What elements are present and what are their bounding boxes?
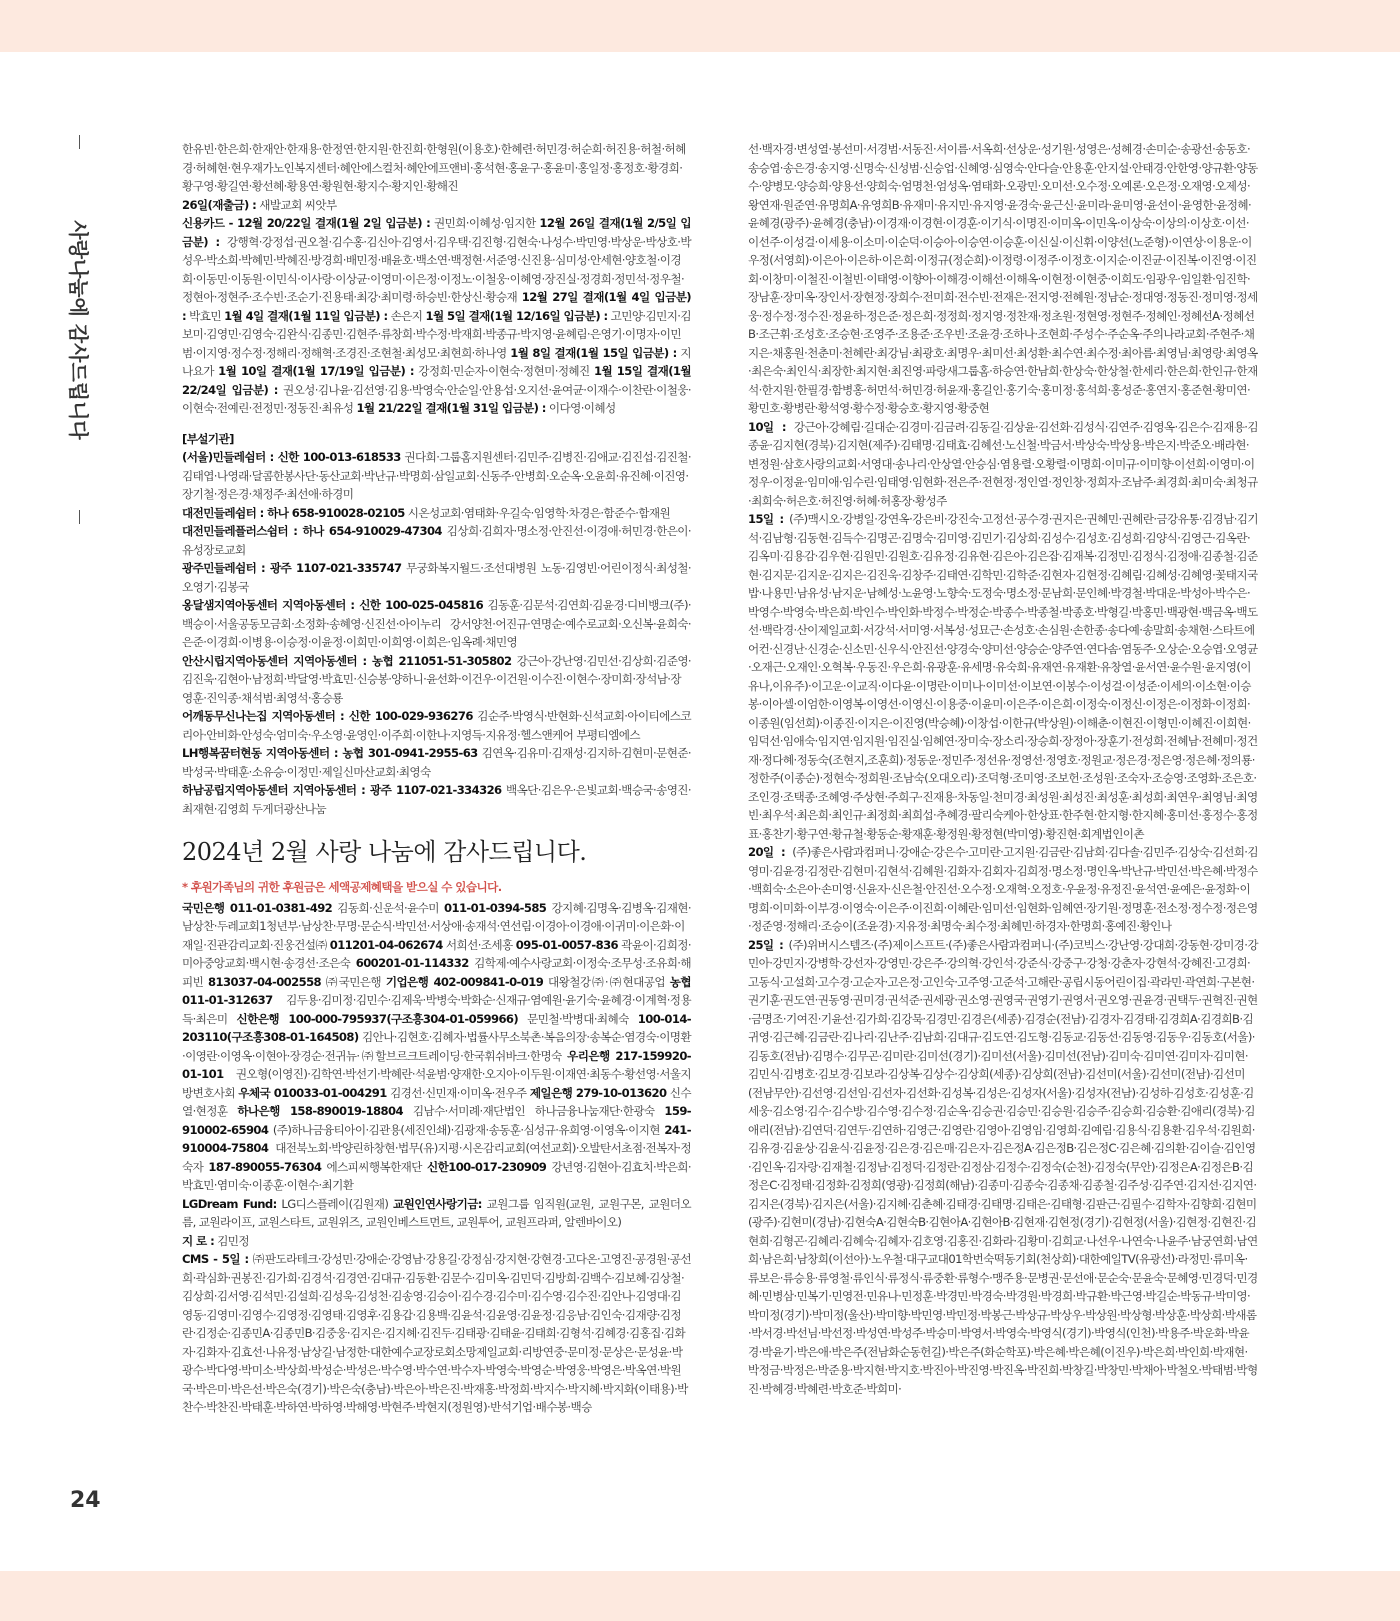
fund-names: 교원그룹 임직원(교원, 교원구몬, 교원더오름, 교원라이프, 교원스타트, 교원위즈, 교원인베스트먼트, 교원투어, 교원프라퍼, 알렌바이오) bbox=[182, 1196, 691, 1229]
entry-names: 강행혁·강정섭·권오철·김수홍·김신아·김영서·김우택·김진형·김현숙·나성수·박민영·박상운·박상호·박성우·박소희·박혜민·박혜진·방경희·배민정·배윤호·백소연·백정현·서준영·신진용·심미성·안세현·양호철·이경희·이동민·이동원·이민식·이사랑·이상균·이영미·이은정·이정노·이철웅·이혜영·장진실·정경희·정민석·정우철·정현아·정현주·조수빈·조순기·진용태·최강·최미령·하승빈·한상신·황승재 bbox=[182, 234, 691, 304]
org-names: 시온성교회·염태화·우길숙·임영학·차경은·함준수·함재원 bbox=[407, 505, 671, 520]
bank-names: 김경선·신민재·이미옥·전우주 bbox=[390, 1085, 527, 1100]
top-band bbox=[0, 0, 1400, 52]
org-entry bbox=[182, 707, 691, 744]
left-column bbox=[182, 140, 691, 1417]
entry-names: 이다영·이혜성 bbox=[548, 401, 616, 415]
day-heading: 15일 : bbox=[748, 512, 784, 526]
org-entry bbox=[182, 652, 691, 708]
entry-heading: 1월 8일 결재(1월 15일 입금분) : bbox=[510, 345, 677, 360]
day-heading: 20일 : bbox=[748, 845, 786, 859]
day-entry bbox=[748, 843, 1258, 936]
entry-names: 강정희·민순자·이현숙·정현미·정혜진 bbox=[418, 364, 590, 378]
bank-names: 김학제·예수사랑교회·이정숙·조무성·조유희·해피빈 bbox=[182, 956, 691, 989]
org-entry bbox=[182, 781, 691, 818]
bank-heading: 095-01-0057-836 bbox=[515, 937, 619, 952]
bank-entries bbox=[182, 899, 691, 1195]
org-names: 무궁화복지월드·조선대병원 노동·김영빈·어린이정식·최성철·오영기·김봉국 bbox=[182, 561, 691, 594]
org-names: 김순주·박영식·반현화·신석교회·아이티에스코리아·안비화·안성숙·엄미숙·우소영·윤영인·이주희·이한나·지영득·지유정·헬스앤케어 부평티엠에스 bbox=[182, 709, 691, 742]
bank-heading: 신한은행 100-000-795937(구조흥304-01-059966) bbox=[236, 1011, 519, 1026]
tax-notice: * 후원가족님의 귀한 후원금은 세액공제혜택을 받으실 수 있습니다. bbox=[182, 880, 502, 894]
entry-names: 고민양·김민지·김보미·김영민·김영숙·김완식·김종민·김현주·류창희·박수정·박재희·박종규·박지영·윤혜림·은영기·이명자·이민범·이지영·정수정·정해리·정해혁·조경진·조현철·최성모·최현희·하나영 bbox=[182, 308, 691, 360]
bank-names: 강지혜·김명옥·김병옥·김재현·남상찬·두레교회1청년부·남상찬·무명·문순식·박민선·서상애·송재석·연선림·이경아·이경애·이귀미·이은화·이재일·진관감리교회·진웅건설㈜ bbox=[182, 900, 691, 952]
bank-heading: 241-910004-75804 bbox=[182, 1122, 691, 1155]
org-heading: 어깨동무신나는집 지역아동센터 : 신한 100-029-936276 bbox=[182, 709, 473, 723]
org-names: 김상희·김희자·명소정·안진선·이경애·허민경·한은이·유성장로교회 bbox=[182, 524, 691, 557]
bank-heading: 011201-04-062674 bbox=[329, 937, 443, 952]
day-names: (주)좋은사람과컴퍼니·강애순·강은수·고미란·고지원·김금란·김남희·김다솔·김민주·김상숙·김선희·김영미·김윤경·김정란·김현미·김현석·김혜원·김화자·김회자·김희정·명소정·명인옥·박난규·박민선·박은혜·박정수·백희숙·소은아·손미영·신윤자·신은철·안진선·오수정·오재혁·오정호·우윤정·유정진·윤석연·윤예은·윤정화·이명희·이미화·이부경·이영숙·이은주·이진희·이혜란·임미선·임현화·임혜연·장기원·정명훈·전소정·정수정·정은영·정준영·정해리·조승이(조윤경)·지유정·최명숙·최수정·최혜민·하경자·한명희·홍예진·황인나 bbox=[748, 845, 1258, 933]
org-heading: 안산시립지역아동센터 지역아동센터 : 농협 211051-51-305802 bbox=[182, 653, 512, 668]
org-entry bbox=[182, 504, 691, 523]
org-entry bbox=[182, 744, 691, 781]
org-entry bbox=[182, 522, 691, 559]
bank-names: 김안나·김현호·김혜자·법률사무소북촌·복음의장·송복순·염경숙·이명환·이영란·이영옥·이현아·장경순·전귀뉴·㈜할브르크트레이딩·한국휘쉬바크·한명숙 bbox=[182, 1030, 691, 1063]
entry-names: 권민희·이혜성·임지한 bbox=[434, 216, 536, 230]
bank-heading: 신한100-017-230909 bbox=[427, 1159, 547, 1174]
bank-heading: 하나은행 158-890019-18804 bbox=[237, 1104, 403, 1118]
entry-heading: 1월 15일 결재(1월 22/24일 입금분) : bbox=[182, 364, 691, 397]
bank-heading: 우체국 010033-01-004291 bbox=[238, 1085, 387, 1100]
bank-heading: 813037-04-002558 bbox=[208, 974, 322, 989]
donor-list: 선·백자경·변성열·봉선미·서경범·서동진·서이름·서옥희·선상운·성기원·성영은·성혜경·손미순·송광선·송동호·송승엽·송은경·송지영·신명숙·신성범·신승업·신혜영·심영숙·안다슬·안용훈·안지설·안태경·안한영·양규환·양동수·양병모·양승희·양용선·양희숙·엄명천·엄성옥·염태화·오광민·오미선·오수정·오예론·오은정·오재영·오제성·왕연재·원준연·유명희A·유영희B·유재미·유지민·유지영·윤경숙·윤근신·윤미라·윤미영·윤선이·윤영한·윤정혜·윤혜경(광주)·윤혜경(충남)·이경재·이경현·이경훈·이기식·이명진·이미옥·이민옥·이상숙·이상의·이상호·이선·이선주·이성걸·이세용·이소미·이순덕·이승아·이승연·이승훈·이신실·이신휘·이양선(노준형)·이연상·이용운·이우정(서영희)·이은아·이은하·이은희·이정규(정순희)·이정령·이정주·이정호·이지순·이진균·이진복·이진영·이진회·이창미·이철진·이철빈·이태영·이향아·이해경·이해선·이해옥·이현정·이현중·이희도·임광우·임일환·임진학·장남훈·장미옥·장인서·장현정·장희수·전미희·전수빈·전재은·전지영·전혜원·정남순·정대영·정동진·정미영·정세웅·정수정·정수진·정윤하·정은준·정은희·정정희·정지영·정찬재·정초원·정현영·정현주·정혜인·정혜선A·정혜선B·조근휘·조성호·조승현·조영주·조용준·조우빈·조윤경·조하나·조현희·주성수·주순옥·주의나라교회·주현주·채지은·채홍원·천춘미·천혜란·최강님·최광호·최명우·최미선·최성환·최수연·최수정·최아름·최영님·최영랑·최영옥·최은숙·최인식·최장한·최지현·최진영·파랑새그룹홈·하승연·한남희·한상숙·한상철·한세리·한은희·한인규·한재석·한지원·한필경·함병홍·허먼석·허민경·허윤재·홍길인·홍기숙·홍미정·홍석희·홍성준·홍연지·홍준현·황미연·황민호·황병란·황석영·황수정·황승호·황지영·황중현 bbox=[748, 142, 1258, 415]
bank-heading: 011-01-0394-585 bbox=[444, 900, 547, 915]
bank-heading: 187-890055-76304 bbox=[208, 1159, 322, 1174]
cms-entry bbox=[182, 1250, 691, 1417]
credit-card-entries bbox=[182, 214, 691, 418]
day-heading: 10일 : bbox=[748, 419, 786, 434]
donor-list: 한유빈·한은희·한재안·한재용·한정연·한지원·한진희·한형원(이용호)·한혜련·허민경·허순희·허진용·허철·허혜경·허혜현·현우재가노인복지센터·혜안에스컬처·혜안에프앤비·홍석현·홍윤구·홍윤미·홍일정·홍정호·황경희·황구영·황길연·황선혜·황용연·황원현·황지수·황지인·황해진 bbox=[182, 142, 686, 193]
entry-heading: 신용카드 - 12월 20/22일 결재(1월 2일 입금분) : bbox=[182, 216, 431, 230]
bank-names: 대왕철강㈜·㈜현대공업 bbox=[548, 974, 665, 989]
entry-names: 권오성·김나윤·김선영·김용·박영숙·안순일·안용섭·오지선·윤여균·이재수·이찬란·이철웅·이현숙·전예린·전정민·정동진·최유성 bbox=[182, 382, 691, 415]
cms-heading: CMS - 5일 : bbox=[182, 1252, 249, 1266]
day-entry bbox=[748, 510, 1258, 843]
org-heading: 대전민들레플러스쉼터 : 하나 654-910029-47304 bbox=[182, 524, 442, 538]
day-heading: 25일 : bbox=[748, 937, 784, 952]
bank-names: 서희선·조세홍 bbox=[445, 937, 513, 952]
org-entry bbox=[182, 559, 691, 596]
org-heading: (서울)민들레쉼터 : 신한 100-013-618533 bbox=[182, 450, 401, 464]
bank-heading: 기업은행 402-009841-0-019 bbox=[385, 974, 544, 989]
bank-heading: 국민은행 011-01-0381-492 bbox=[182, 900, 333, 915]
side-rule-bottom bbox=[79, 510, 80, 524]
bank-names: ㈜국민은행 bbox=[325, 974, 382, 989]
fund-heading: 교원인연사랑기금: bbox=[393, 1196, 482, 1211]
annex-heading: [부설기관] bbox=[182, 431, 234, 446]
giro-heading: 지 로 : bbox=[182, 1233, 215, 1248]
bottom-band bbox=[0, 1571, 1400, 1621]
entry-names: 손은지 bbox=[390, 308, 423, 323]
fund-entry bbox=[182, 1195, 691, 1232]
giro-entry bbox=[182, 1232, 691, 1251]
org-heading: 광주민들레쉼터 : 광주 1107-021-335747 bbox=[182, 561, 402, 575]
bank-heading: 159-910002-65904 bbox=[182, 1104, 692, 1137]
bank-names: 권오형(이영진)·김학연·박선기·박혜란·석윤범·양재한·오지아·이두원·이재연·최동수·황선영·서울지방변호사회 bbox=[182, 1067, 691, 1100]
day-names: (주)맥시오·강병일·강연옥·강은비·강진숙·고정선·공수경·권지은·권혜민·권혜란·금강유통·김경남·김기석·김남형·김동현·김득수·김명곤·김명숙·김미영·김민기·김상희·김성수·김성호·김성희·김양식·김영근·김옥란·김옥미·김용감·김우현·김원민·김원호·김유정·김유현·김은아·김은잡·김재복·김정민·김정식·김정애·김종철·김준현·김지문·김지운·김지은·김진욱·김창주·김태연·김학민·김학준·김현자·김현정·김혜림·김혜성·김혜영·꽃태지국밥·나용민·남유성·남지운·남혜성·노윤영·노향숙·도정숙·명소정·문남희·문인혜·박경철·박대운·박성아·박수은·박영수·박영숙·박은희·박인수·박인화·박정수·박정순·박종수·박종철·박종호·박형길·박홍민·백광현·백금옥·백도선·백락경·산이제일교회·서강석·서미영·서복성·성묘근·손성호·손심원·손한종·송다예·송말희·송채현·스타트에어컨·신경난·신경순·신소민·신우식·안진선·양경숙·양미선·양승순·양주연·연다솜·염동주·오상순·오승엽·오영균·오재근·오재인·오혁복·우동진·우은희·유광훈·유세명·유숙희·유재연·유재환·유창열·윤서연·윤수원·윤지영(이유나,이유주)·이고운·이교직·이다윤·이명란·이미나·이미선·이보연·이봉수·이성걸·이성준·이세의·이소현·이승봉·이아셀·이엄한·이영복·이영선·이영신·이용중·이윤미·이은주·이은희·이정숙·이정신·이정은·이정화·이정희·이종원(임선희)·이종진·이지은·이진영(박승혜)·이창섭·이한규(박상원)·이해춘·이현진·이형민·이혜진·이희현·임덕선·임애숙·임지연·임지원·임진실·임혜연·장미숙·장소리·장승희·장정아·장훈기·전성희·전혜남·전혜미·정건재·정다혜·정동숙(조현지,조훈희)·정동운·정민주·정선유·정영선·정영호·정원교·정은경·정은영·정은혜·정의룡·정한주(이종순)·정현숙·정희원·조남숙(오대오리)·조덕형·조미영·조보헌·조성원·조숙자·조승영·조영화·조은호·조인경·조택종·조혜영·주상현·주희구·진재용·차동일·천미경·최성원·최성진·최성훈·최성희·최연우·최영님·최영빈·최우석·최은희·최인규·최정희·최희섭·추혜경·팔리숙케아·한상표·한주현·한지형·한지혜·홍미선·홍정수·홍정표·홍찬기·황구연·황규철·황동순·황재훈·황정원·황정현(박미영)·황진현·회계법인이촌 bbox=[748, 512, 1258, 841]
org-heading: LH행복꿈터현동 지역아동센터 : 농협 301-0941-2955-63 bbox=[182, 746, 478, 760]
section-title: 사랑나눔에 감사드립니다 bbox=[66, 220, 91, 440]
entry-heading: 26일(재출금) : bbox=[182, 197, 257, 212]
org-heading: 옹달샘지역아동센터 지역아동센터 : 신한 100-025-045816 bbox=[182, 598, 484, 612]
bank-names: 김두용·김미정·김민수·김제욱·박병숙·박화순·신재규·염예원·윤기숙·윤혜경·이계혁·정용득·최은미 bbox=[182, 993, 691, 1026]
side-rule-top bbox=[79, 135, 80, 149]
bank-names: 신수열·현정훈 bbox=[182, 1085, 691, 1118]
bank-names: (주)하나금융티아이·김관용(세진인쇄)·김광재·송동훈·심성규·유희영·이영옥·이지현 bbox=[272, 1122, 660, 1137]
entry-heading: 12월 27일 결재(1월 4일 입금분) : bbox=[182, 290, 692, 323]
org-heading: 대전민들레쉼터 : 하나 658-910028-02105 bbox=[182, 505, 405, 520]
bank-names: 김동희·신운석·윤수미 bbox=[337, 900, 439, 915]
bank-names: 곽윤이·김희정·미아중앙교회·백시현·송경선·조은숙 bbox=[182, 937, 691, 970]
bank-names: 김남수·서미례·재단법인 하나금융나눔재단·한광숙 bbox=[412, 1104, 655, 1118]
day-entry bbox=[748, 418, 1258, 511]
bank-names: 문민철·박병대·최혜숙 bbox=[527, 1011, 629, 1026]
bank-heading: 100-014-203110(구조흥308-01-164508) bbox=[182, 1011, 692, 1044]
entry-heading: 1월 10일 결재(1월 17/19일 입금분) : bbox=[218, 364, 414, 378]
bank-heading: 농협 011-01-312637 bbox=[182, 974, 691, 1007]
bank-heading: 제일은행 279-10-013620 bbox=[529, 1085, 667, 1100]
page-number: 24 bbox=[70, 1488, 101, 1513]
entry-names: 지나요가 bbox=[182, 345, 691, 378]
org-entry bbox=[182, 448, 691, 504]
fund-names: LG디스플레이(김원재) bbox=[281, 1196, 389, 1211]
day-entry bbox=[748, 936, 1258, 1399]
org-names: 백옥단·김은우·은빛교회·백승국·송영진·최재현·김영희 두게더광산나눔 bbox=[182, 783, 691, 816]
org-entry bbox=[182, 596, 691, 652]
entry-heading: 1월 4일 결재(1월 11일 입금분) : bbox=[224, 308, 388, 323]
day-names: 강근아·강혜림·길대순·김경미·김금려·김동길·김상윤·김선화·김성식·김연주·김영옥·김은수·김재용·김종윤·김지현(경북)·김지현(제주)·김태명·김태효·김혜선·노신철·박금서·박상숙·박상용·박은지·박준오·배라현·변정원·삼호사랑의교회·서영대·송나리·안상열·안승심·염용렬·오황렬·이명희·이미규·이미향·이선희·이영미·이정우·이정윤·임미애·임수린·임태영·임현화·전은주·전현정·정인열·정인창·정희자·조남주·최경희·최미숙·최청규·최희숙·허은호·허진영·허혜·허홍장·황성주 bbox=[748, 419, 1258, 508]
org-heading: 하남공립지역아동센터 지역아동센터 : 광주 1107-021-334326 bbox=[182, 783, 502, 797]
giro-names: 김민정 bbox=[217, 1233, 250, 1248]
entry-heading: 1월 21/22일 결재(1월 31일 입금분) : bbox=[356, 401, 546, 415]
cms-names: ㈜판도라테크·강성민·강애순·강영남·강용길·강정심·강지현·강현경·고다온·고영진·공경원·공선희·곽심화·권봉진·김가희·김경석·김경연·김대규·김동환·김문수·김미옥·김민덕·김방희·김백수·김보혜·김상철·김상희·김서영·김석민·김설희·김성욱·김성천·김송영·김승이·김수경·김수미·김수영·김수진·김안나·김영대·김영동·김영미·김영수·김영정·김영태·김영후·김용갑·김용백·김윤석·김윤영·김윤정·김응남·김인숙·김재량·김정란·김정순·김종민A·김종민B·김중웅·김지은·김지혜·김진두·김태광·김태윤·김태희·김형석·김혜경·김홍집·김화자·김화자·김효선·나유정·남상길·남정한·대한예수교장로회소망제일교회·리방연중·문미정·문상은·문성윤·박광수·박다영·박미소·박상희·박성순·박성은·박수영·박수연·박수자·박영숙·박영순·박영웅·박영은·박옥연·박원국·박은미·박은선·박은숙(경기)·박은숙(충남)·박은아·박은진·박재홍·박정희·박지수·박지혜·박지화(이태용)·박찬수·박찬진·박태훈·박하연·박하영·박해영·박현주·박현지(정원영)·반석기업·배수봉·백승 bbox=[182, 1252, 691, 1414]
bank-names: 강년영·김현아·김효치·박은희·박효민·염미숙·이종훈·이현수·최기환 bbox=[182, 1159, 691, 1192]
entry-names: 새발교회 씨앗부 bbox=[259, 197, 337, 212]
entry-names: 박효민 bbox=[189, 308, 221, 323]
org-names: 김동훈·김문석·김연희·김윤경·디비뱅크(주)·백승이·서울공동모금회·소정화·송혜영·신진선·아이누리 강서양천·어진규·연명순·예수로교회·오신복·윤희숙·은준·이경희·이병용·이승정·이윤정·이희민·이희영·이희은·임옥례·채민영 bbox=[182, 598, 691, 649]
entry-heading: 12월 26일 결재(1월 2/5일 입금분) : bbox=[182, 216, 691, 249]
right-column bbox=[748, 140, 1258, 1398]
donor-entry bbox=[182, 196, 691, 215]
bank-names: 대전북노회·박양린하창현·법무(유)지평·시온감리교회(여선교회)·오발탄서초점·전복자·정숙자 bbox=[182, 1141, 691, 1174]
bank-heading: 600201-01-114332 bbox=[355, 956, 469, 970]
side-header bbox=[60, 135, 100, 515]
entry-heading: 1월 5일 결재(1월 12/16일 입금분) : bbox=[425, 308, 608, 323]
month-title: 2024년 2월 사랑 나눔에 감사드립니다. bbox=[182, 838, 587, 866]
org-names: 권다희·그룹홈지원센터·김민주·김병진·김애교·김진섭·김진철·김태엽·나영래·달콤한봉사단·동산교회·박난규·박명희·삼일교회·신동주·안병희·오순옥·오윤희·유진혜·이진영·장기철·정은경·채정주·최선애·하경미 bbox=[182, 450, 691, 501]
fund-heading: LGDream Fund: bbox=[182, 1196, 277, 1211]
org-names: 김연옥·김유미·김재성·김지하·김현미·문현준·박성국·박태훈·소유승·이정민·제일신마산교회·최영숙 bbox=[182, 746, 691, 779]
day-names: (주)위버시스템즈·(주)제이스프트·(주)좋은사람과컴퍼니·(주)코빅스·강난영·강대희·강동현·강미경·강민아·강민지·강병학·강선자·강영민·강은주·강의혁·강인석·강준식·강중구·강청·강춘자·강현석·강혜진·고경희·고동식·고설희·고수경·고순자·고은정·고인숙·고주영·고준석·고해란·공립시동어린이집·곽라민·곽연희·구본현·권기훈·권도연·권동영·권미경·권석준·권세광·권소영·권영국·권영기·권영서·권오영·권윤경·권택두·권혁진·권현·금명조·기여진·기윤선·김가희·김강묵·김경민·김경은(세종)·김경순(전남)·김경자·김경태·김경희A·김경희B·김귀영·김근혜·김금란·김나리·김난주·김남희·김대규·김도연·김도형·김동교·김동선·김동영·김동우·김동호(서울)·김동호(전남)·김명수·김무곤·김미란·김미선(경기)·김미선(서울)·김미선(전남)·김미숙·김미연·김미자·김미현·김민식·김병호·김보경·김보라·김상복·김상수·김상희(세종)·김상희(전남)·김선미(서울)·김선미(전남)·김선미(전남무안)·김선영·김선임·김선자·김선화·김성복·김성은·김성자(서울)·김성자(전남)·김성하·김성호·김성훈·김세웅·김소영·김수·김수방·김수영·김수정·김순옥·김승권·김승민·김승원·김승주·김승희·김승환·김애리(경북)·김애리(전남)·김연덕·김연두·김연하·김영근·김영란·김영아·김영임·김영희·김예림·김용식·김용환·김우석·김원희·김유경·김윤상·김윤식·김윤정·김은경·김은매·김은자·김은정A·김은정B·김은정C·김은혜·김의환·김이슬·김인영·김인옥·김자랑·김재철·김정남·김정덕·김정란·김정삼·김정수·김정숙(순천)·김정숙(무안)·김정은A·김정은B·김정은C·김정태·김정화·김정희(영광)·김정희(해남)·김종미·김종숙·김종채·김종철·김주성·김주연·김지선·김지연·김지은(경북)·김지은(서울)·김지혜·김춘혜·김태경·김태명·김태은·김태형·김판근·김필수·김학자·김향희·김현미(광주)·김현미(경남)·김현숙A·김현숙B·김현아A·김현아B·김현재·김현정(경기)·김현정(서울)·김현정·김현진·김현희·김형곤·김혜리·김혜숙·김혜자·김호영·김홍진·김화라·김황미·김희교·나선우·나연숙·나윤주·남궁연희·남연희·남은희·남창희(이선아)·노우철·대구교대01학번숙떡동기회(천상희)·대한예일TV(유광선)·라정민·류미옥·류보은·류승용·류영철·류인식·류정식·류중환·류형수·맹주용·문병권·문선애·문순숙·문윤숙·문혜영·민경덕·민경혜·민병삼·민복기·민영전·민유나·민정훈·박경민·박경숙·박경원·박경희·박규환·박근영·박길순·박동규·박미영·박미정(경기)·박미정(울산)·박미향·박민영·박민정·박봉근·박상규·박상우·박상원·박상형·박상훈·박상희·박새롬·박서경·박선님·박선정·박성연·박성주·박승미·박영서·박영숙·박영식(경기)·박영식(인천)·박용주·박운화·박윤경·박윤기·박은애·박은주(전남화순동헌길)·박은주(화순학포)·박은혜·박은혜(이진우)·박은희·박인희·박재현·박정금·박정은·박준용·박지현·박지호·박진아·박진영·박진옥·박진희·박창길·박창민·박채아·박철오·박태범·박형진·박혜경·박혜련·박호준·박희미· bbox=[748, 937, 1258, 1396]
org-names: 강근아·강난영·김민선·김상희·김준영·김진욱·김현아·남정희·박달영·박효민·신승봉·양하니·윤선화·이건우·이건원·이수진·이현수·장미희·장석남·장영훈·진익종·채석범·최영석·홍승룡 bbox=[182, 653, 691, 705]
bank-names: 에스피씨행복한재단 bbox=[326, 1159, 422, 1174]
bank-heading: 우리은행 217-159920-01-101 bbox=[182, 1048, 691, 1081]
